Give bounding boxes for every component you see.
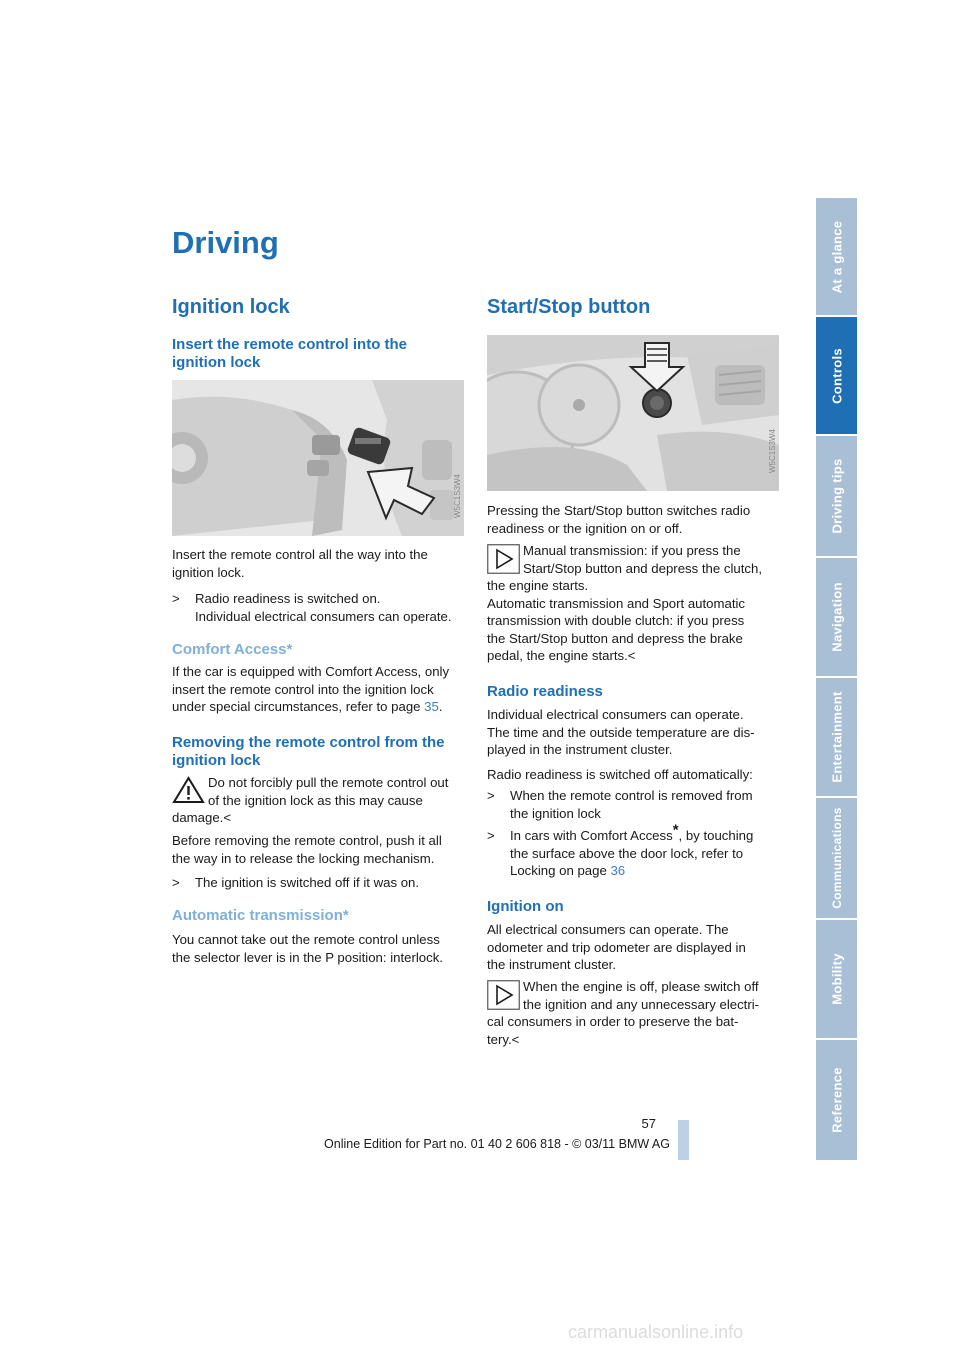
ignition-lock-figure	[172, 380, 464, 536]
paragraph-ignition-on: All electrical consumers can operate. The odometer and trip odometer are displayed in the instrument cluster.	[487, 922, 746, 973]
note-engine-off: When the engine is off, please switch off the ignition and any unnecessary electri-	[523, 979, 760, 1012]
nav-tab-communications[interactable]: Communications	[816, 798, 857, 918]
footer-edition: Online Edition for Part no. 01 40 2 606 818 - © 03/11 BMW AG	[324, 1137, 670, 1151]
note-automatic-transmission: the engine starts. Automatic transmission and Sport automatic transmission with double clutch: if you press the Start/Stop button and depress the brake pedal, the engine starts.<	[487, 578, 746, 664]
instrument-cluster-illustration	[487, 335, 779, 491]
bullet-remote-removed: > When the remote control is removed from the ignition lock	[487, 788, 753, 821]
nav-tab-reference[interactable]: Reference	[816, 1040, 857, 1160]
paragraph-before-removing: Before removing the remote control, push it all the way in to release the locking mechanism.	[172, 833, 442, 866]
heading-ignition-on: Ignition on	[487, 898, 564, 915]
heading-insert-remote: Insert the remote control into the ignition lock	[172, 336, 408, 371]
nav-tab-navigation[interactable]: Navigation	[816, 558, 857, 676]
nav-tab-controls[interactable]: Controls	[816, 317, 857, 434]
heading-radio-readiness: Radio readiness	[487, 683, 603, 700]
nav-tab-entertainment[interactable]: Entertainment	[816, 678, 857, 796]
bullet-marker: >	[487, 788, 495, 803]
heading-removing-remote: Removing the remote control from the ignition lock	[172, 734, 445, 769]
paragraph-automatic-transmission: You cannot take out the remote control unless the selector lever is in the P position: interlock.	[172, 932, 443, 965]
warning-text: Do not forcibly pull the remote control out of the ignition lock as this may cause	[208, 775, 449, 808]
note-manual-transmission: Manual transmission: if you press the Start/Stop button and depress the clutch,	[523, 543, 762, 576]
paragraph-radio-readiness: Individual electrical consumers can operate. The time and the outside temperature are dis- played in the instrument cluster. Radio readiness is switched off automatically:	[487, 707, 755, 782]
heading-automatic-transmission: Automatic transmission*	[172, 907, 349, 924]
page-title: Driving	[172, 225, 279, 260]
bullet-marker: >	[172, 591, 180, 606]
figure-code-left: W5C1S3W4	[453, 473, 462, 518]
nav-tab-mobility[interactable]: Mobility	[816, 920, 857, 1038]
nav-tab-at-a-glance[interactable]: At a glance	[816, 198, 857, 315]
note-icon	[487, 544, 520, 574]
paragraph-insert-remote: Insert the remote control all the way into the ignition lock.	[172, 547, 428, 580]
warning-text-end: damage.<	[172, 810, 232, 825]
heading-start-stop: Start/Stop button	[487, 296, 651, 318]
bullet-radio-readiness: > Radio readiness is switched on. Individual electrical consumers can operate.	[172, 591, 452, 624]
bullet-marker: >	[172, 875, 180, 890]
page-number: 57	[641, 1116, 656, 1131]
paragraph-start-stop: Pressing the Start/Stop button switches radio readiness or the ignition on or off.	[487, 503, 751, 536]
page-link-36[interactable]: 36	[610, 863, 626, 879]
note-icon	[487, 980, 520, 1010]
nav-tab-driving-tips[interactable]: Driving tips	[816, 436, 857, 556]
page-link-35[interactable]: 35	[424, 699, 439, 715]
figure-code-right: W5C1S3W4	[768, 428, 777, 473]
start-stop-figure	[487, 335, 779, 491]
paragraph-comfort-access: If the car is equipped with Comfort Access, only insert the remote control into the ignition lock under special circumstances, refer to page 35.	[172, 664, 450, 715]
note-engine-off-cont: cal consumers in order to preserve the bat- tery.<	[487, 1014, 739, 1047]
bullet-ignition-off: > The ignition is switched off if it was on.	[172, 875, 420, 890]
warning-icon	[172, 775, 205, 805]
bullet-comfort-access: > In cars with Comfort Access*, by touching the surface above the door lock, refer to Locking on page 36	[487, 821, 754, 879]
heading-ignition-lock: Ignition lock	[172, 296, 290, 318]
heading-comfort-access: Comfort Access*	[172, 641, 293, 658]
watermark: carmanualsonline.info	[568, 1322, 744, 1342]
bullet-marker: >	[487, 828, 495, 843]
steering-wheel-illustration	[172, 380, 464, 536]
page-number-bar	[678, 1120, 689, 1160]
